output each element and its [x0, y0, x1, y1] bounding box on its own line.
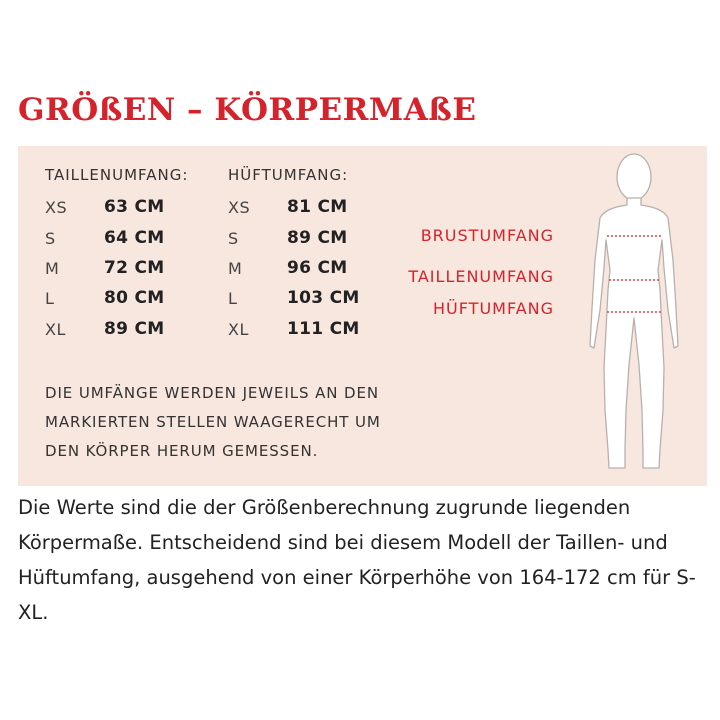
- waist-value: 63 CM: [104, 197, 165, 217]
- hip-column-header: HÜFTUMFANG:: [228, 166, 349, 184]
- hip-value: 96 CM: [287, 258, 348, 278]
- size-description: Die Werte sind die der Größenberechnung zugrunde liegenden Körpermaße. Entscheidend sind bei diesem Modell der Taillen- und Hüftumfang, ausgehend von einer Körperhöhe von 164-172 cm für S-XL.: [18, 496, 696, 624]
- size-label: M: [228, 259, 243, 278]
- hip-label: HÜFTUMFANG: [433, 299, 554, 318]
- hip-value: 89 CM: [287, 228, 348, 248]
- body-figure-illustration: [578, 150, 688, 480]
- hip-value: 111 CM: [287, 319, 360, 339]
- waist-value: 72 CM: [104, 258, 165, 278]
- waist-label: TAILLENUMFANG: [408, 267, 554, 286]
- waist-value: 64 CM: [104, 228, 165, 248]
- waist-value: 89 CM: [104, 319, 165, 339]
- size-label: S: [45, 229, 56, 248]
- waist-column-header: TAILLENUMFANG:: [45, 166, 189, 184]
- size-label: XL: [45, 320, 66, 339]
- size-label: S: [228, 229, 239, 248]
- size-label: XS: [228, 198, 251, 217]
- size-chart-panel: [18, 146, 707, 486]
- size-label: L: [45, 289, 55, 308]
- size-label: XS: [45, 198, 68, 217]
- size-label: M: [45, 259, 60, 278]
- size-label: XL: [228, 320, 249, 339]
- waist-value: 80 CM: [104, 288, 165, 308]
- page-title: GRÖßEN – KÖRPERMAßE: [18, 92, 477, 128]
- hip-value: 81 CM: [287, 197, 348, 217]
- measurement-note: DIE UMFÄNGE WERDEN JEWEILS AN DEN MARKIERTEN STELLEN WAAGERECHT UM DEN KÖRPER HERUM GEMESSEN.: [45, 384, 381, 460]
- size-label: L: [228, 289, 238, 308]
- bust-label: BRUSTUMFANG: [420, 226, 554, 245]
- hip-value: 103 CM: [287, 288, 360, 308]
